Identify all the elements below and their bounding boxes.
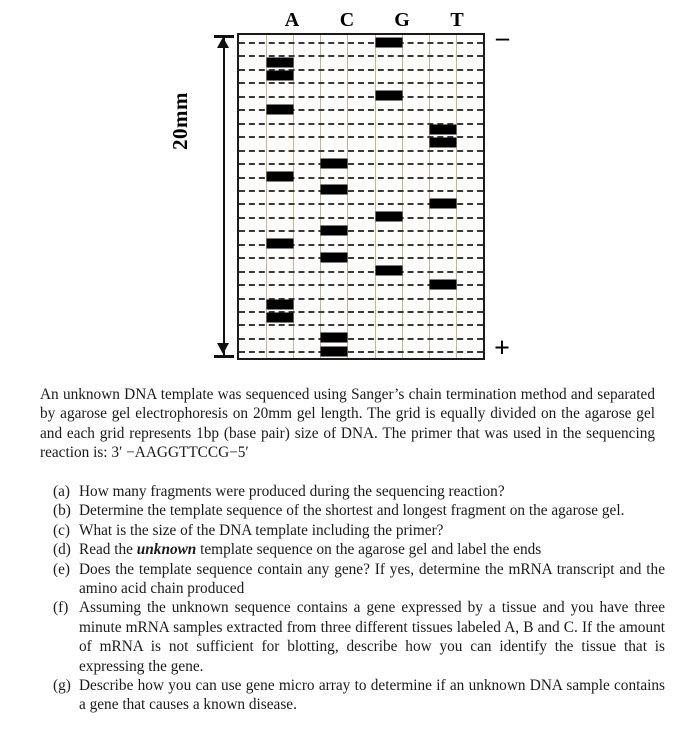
arrow-up-icon	[217, 37, 229, 48]
question-item	[53, 560, 665, 599]
gel-band-a	[267, 172, 293, 181]
question-item	[53, 540, 665, 559]
gel-band-c	[321, 347, 347, 356]
question-text: Does the template sequence contain any gene? If yes, determine the mRNA transcript and the amino acid chain produced	[79, 560, 665, 598]
gel-band-g	[376, 266, 402, 275]
question-text: Determine the template sequence of the shortest and longest fragment on the agarose gel.	[79, 502, 625, 520]
scale-label: 20mm	[168, 92, 192, 150]
gel-band-c	[321, 333, 347, 342]
question-tag: (c)	[53, 521, 70, 539]
gel-band-a	[267, 105, 293, 114]
gel-horizontal-gridline	[239, 271, 483, 273]
gel-band-a	[267, 58, 293, 67]
question-text: Describe how you can use gene micro array to determine if an unknown DNA sample contains a gene that causes a known disease.	[79, 677, 665, 714]
gel-band-g	[376, 212, 402, 221]
gel-band-a	[267, 300, 293, 309]
gel-horizontal-gridline	[239, 338, 483, 340]
gel-band-c	[321, 253, 347, 262]
arrow-down-icon	[217, 343, 229, 354]
question-tag: (a)	[53, 483, 70, 500]
agarose-gel	[237, 33, 485, 360]
lane-label-t: T	[450, 9, 464, 31]
question-tag: (d)	[53, 541, 71, 559]
gel-band-c	[321, 185, 347, 194]
lane-label-c: C	[339, 9, 355, 31]
gel-band-t	[430, 125, 456, 134]
lane-label-g: G	[394, 9, 410, 31]
question-item	[53, 482, 665, 501]
question-text: Read the unknown template sequence on the agarose gel and label the ends	[79, 541, 542, 559]
gel-band-c	[321, 159, 347, 168]
gel-horizontal-gridline	[239, 351, 483, 353]
question-emphasis: unknown	[136, 541, 197, 559]
problem-statement: An unknown DNA template was sequenced using Sanger’s chain termination method and separated by agarose gel electrophoresis on 20mm gel length. The grid is equally divided on the agarose gel and each grid represents 1bp (base pair) size of DNA. The primer that was used in the sequencing reaction is: 3′ −AAGGTTCCG−5′	[40, 386, 655, 462]
gel-length-scale-arrow	[212, 33, 236, 360]
question-item	[53, 501, 665, 520]
question-item	[53, 521, 665, 540]
gel-band-t	[430, 199, 456, 208]
gel-horizontal-gridline	[239, 150, 483, 152]
electrode-negative-label: –	[496, 23, 509, 52]
gel-horizontal-gridline	[239, 257, 483, 259]
gel-band-a	[267, 313, 293, 322]
question-item	[53, 598, 665, 676]
gel-horizontal-gridline	[239, 190, 483, 192]
gel-horizontal-gridline	[239, 42, 483, 44]
gel-horizontal-gridline	[239, 163, 483, 165]
gel-horizontal-gridline	[239, 230, 483, 232]
scale-cap-bottom	[214, 355, 234, 358]
gel-horizontal-gridline	[239, 82, 483, 84]
gel-band-g	[376, 38, 402, 47]
question-text: Assuming the unknown sequence contains a gene expressed by a tissue and you have three minute mRNA samples extracted from three different tissues labeled A, B and C. If the amount of mRNA is not sufficient for blotting, describe how you can identify the tissue that is expressing the gene.	[79, 599, 665, 675]
question-tag: (f)	[53, 599, 69, 617]
gel-band-c	[321, 226, 347, 235]
scale-stem	[223, 37, 225, 356]
gel-horizontal-gridline	[239, 324, 483, 326]
gel-lane-headers	[237, 8, 485, 34]
gel-band-t	[430, 280, 456, 289]
question-tag: (g)	[53, 677, 71, 695]
lane-label-a: A	[284, 9, 300, 31]
gel-band-t	[430, 138, 456, 147]
gel-band-a	[267, 71, 293, 80]
gel-horizontal-gridline	[239, 217, 483, 219]
question-tag: (b)	[53, 502, 71, 520]
question-text: How many fragments were produced during the sequencing reaction?	[79, 483, 505, 500]
question-item	[53, 676, 665, 715]
gel-band-a	[267, 239, 293, 248]
gel-horizontal-gridline	[239, 96, 483, 98]
question-tag: (e)	[53, 560, 70, 578]
gel-band-g	[376, 91, 402, 100]
question-list	[53, 482, 665, 715]
question-text: What is the size of the DNA template including the primer?	[79, 521, 444, 539]
electrode-positive-label: +	[494, 333, 510, 364]
